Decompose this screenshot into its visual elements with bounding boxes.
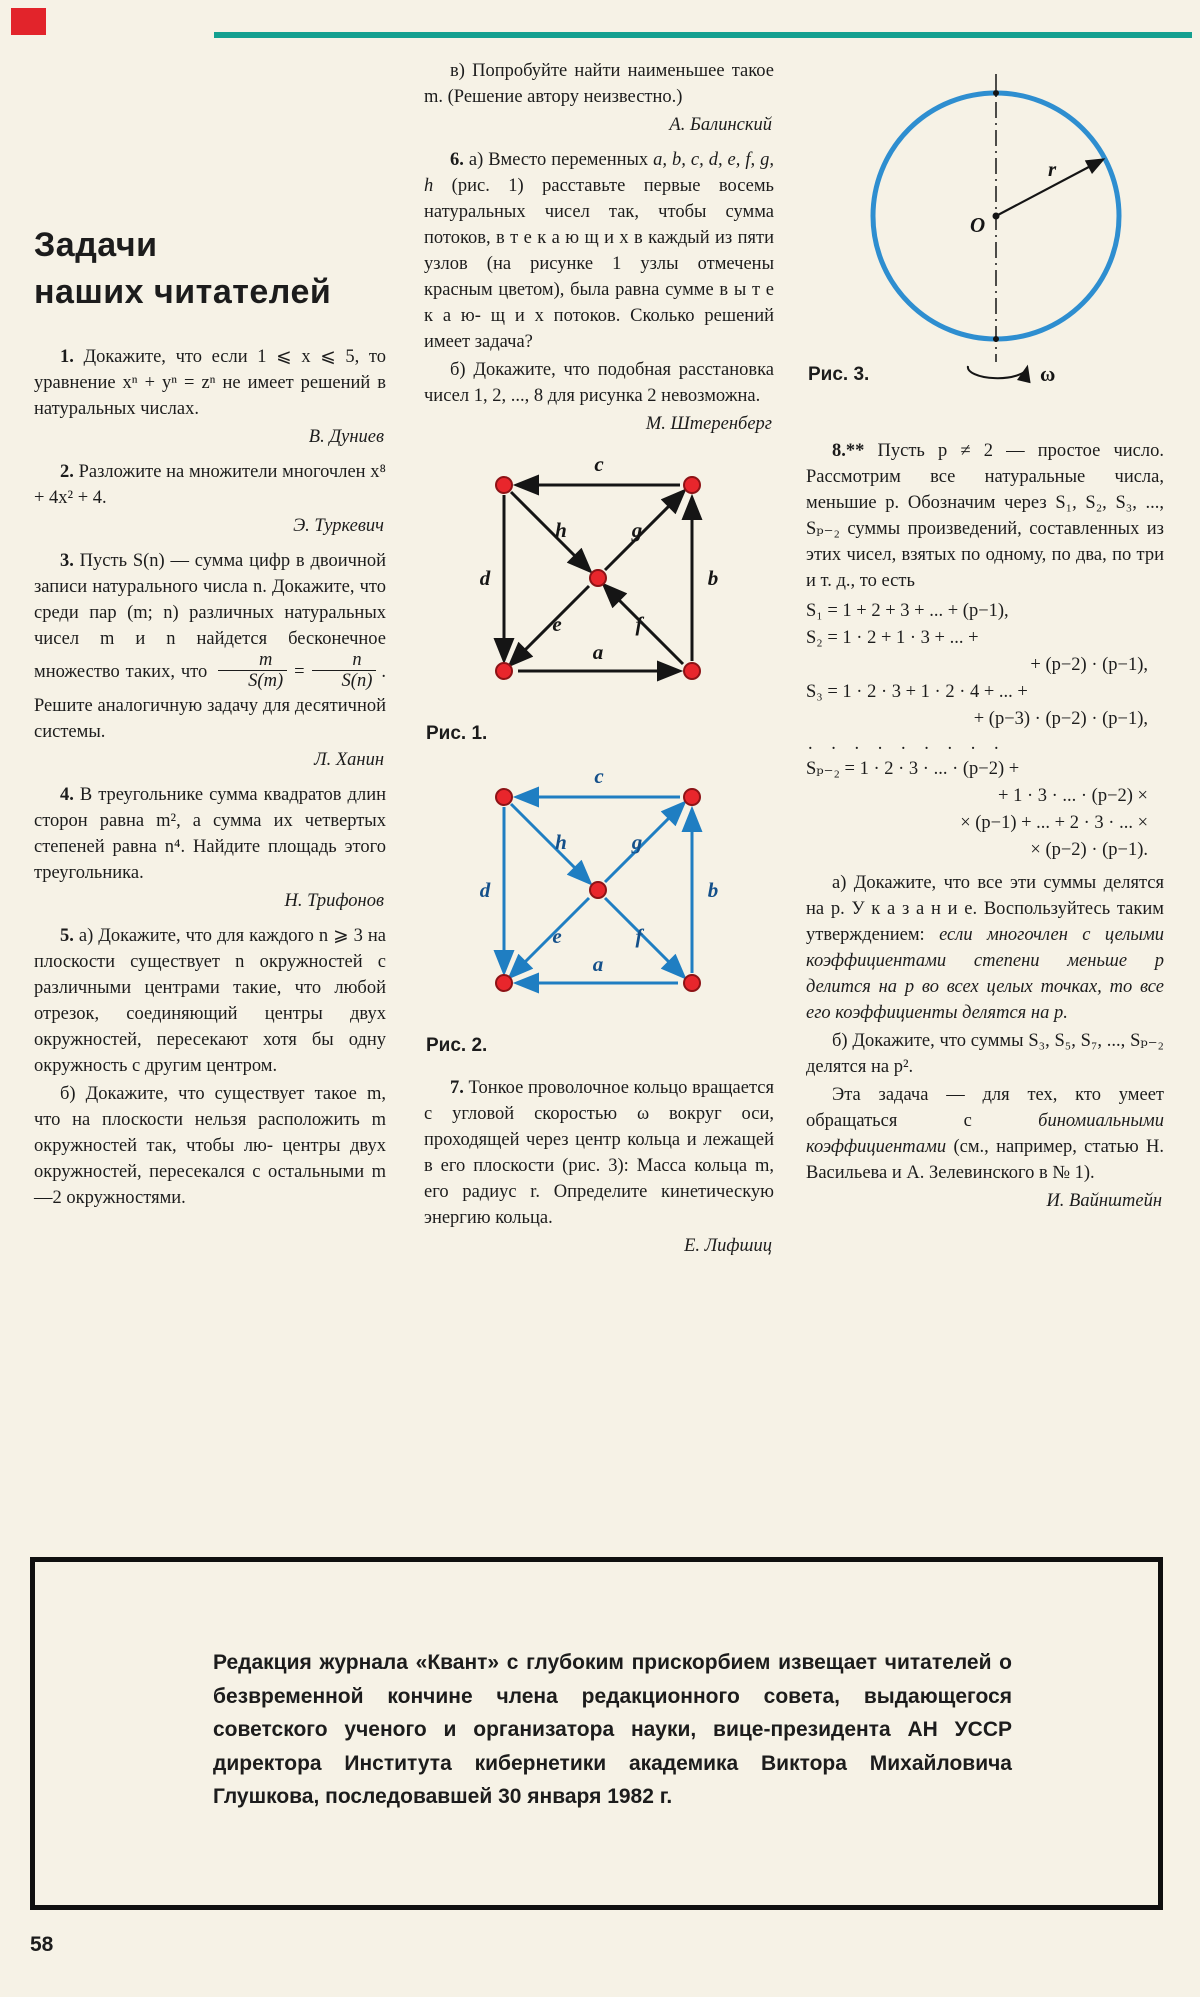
formula-sp2-line4: × (p−2) · (p−1). xyxy=(1030,840,1148,860)
figure2-label-b: b xyxy=(707,878,719,902)
equals-sign: = xyxy=(294,661,305,682)
obituary-text: Редакция журнала «Квант» с глубоким прискорбием извещает читателей о безвременной кончине члена редакционного совета, выдающегося советского ученого и организатора науки, вице-президента АН УССР директора Института кибернетики академика Виктора Михайловича Глушкова, последовавшей 30 января 1982 г. xyxy=(213,1651,1012,1808)
section-title-line1: Задачи xyxy=(34,226,158,264)
figure-2-graph xyxy=(424,763,772,1021)
figure2-label-d: d xyxy=(479,878,491,902)
figure2-label-c: c xyxy=(594,764,604,788)
problem-2-number: 2. xyxy=(60,462,74,482)
problem-1-author: В. Дуниев xyxy=(308,427,384,447)
figure1-node-bottom-left xyxy=(496,663,512,679)
problem-1-number: 1. xyxy=(60,347,74,367)
formula-s3-line2: + (p−3) · (p−2) · (p−1), xyxy=(973,709,1148,729)
fraction-m-over-sm xyxy=(218,650,287,691)
problem-4-text: В треугольнике сумма квадратов длин сторон равна m², а сумма их четвертых степеней равна n⁴. Найдите площадь этого треугольника. xyxy=(34,785,386,883)
problem-8-note-a: Эта задача — для тех, кто умеет обращаться с xyxy=(806,1085,1164,1131)
fraction-denominator: S(n) xyxy=(312,670,377,691)
fraction-numerator: m xyxy=(258,650,273,670)
figure2-node-top-right xyxy=(684,789,700,805)
figure-2-caption: Рис. 2. xyxy=(426,1035,488,1056)
figure1-node-top-left xyxy=(496,477,512,493)
figure-3-caption: Рис. 3. xyxy=(808,364,870,385)
formula-ellipsis-row: . . . . . . . . . xyxy=(808,734,1006,754)
figure-1-wrap xyxy=(424,451,774,747)
problem-3-text-a: Пусть S(n) — сумма цифр в двоичной записи натурального числа n. Докажите, что среди пар (m; n) различных натуральных чисел m и n найдется бесконечное множество таких, что xyxy=(34,551,386,682)
figure2-node-bottom-right xyxy=(684,975,700,991)
problem-3-author: Л. Ханин xyxy=(314,750,384,770)
problem-2-paragraph xyxy=(34,459,386,511)
problem-6a-text-a: а) Вместо переменных xyxy=(463,150,654,170)
problem-5b-text: б) Докажите, что существует такое m, что на плоскости нельзя расположить m окружностей так, чтобы лю- центры двух окружностей, пересекался с остальными m—2 окружностями. xyxy=(34,1084,386,1208)
problem-3-text-b: . Решите аналогичную задачу для десятичной системы. xyxy=(34,661,386,742)
right-column xyxy=(806,66,1164,1223)
page-number: 58 xyxy=(30,1933,54,1956)
problem-2-author: Э. Туркевич xyxy=(293,516,384,536)
problem-6b-text: б) Докажите, что подобная расстановка чисел 1, 2, ..., 8 для рисунка 2 невозможна. xyxy=(424,360,774,406)
problem-6a-paragraph xyxy=(424,147,774,355)
problem-5-author: А. Балинский xyxy=(669,115,772,135)
problem-5v-text: в) Попробуйте найти наименьшее такое m. (Решение автору неизвестно.) xyxy=(424,61,774,107)
figure1-label-b: b xyxy=(707,566,719,590)
problem-7-paragraph xyxy=(424,1075,774,1231)
problem-4-number: 4. xyxy=(60,785,74,805)
problem-3-number: 3. xyxy=(60,551,74,571)
figure1-node-center xyxy=(590,570,606,586)
fraction-n-over-sn xyxy=(312,650,377,691)
fraction-numerator: n xyxy=(352,650,362,670)
figure3-center-label: O xyxy=(970,213,986,237)
figure3-axis-bottom-dot xyxy=(993,336,999,342)
figure2-node-top-left xyxy=(496,789,512,805)
section-title-line2: наших читателей xyxy=(34,273,332,311)
problem-2-text: Разложите на множители многочлен x⁸ + 4x² + 4. xyxy=(34,462,386,508)
figure1-edge-e xyxy=(511,586,589,664)
formula-sp2-line1: Sₚ₋₂ = 1 · 2 · 3 · ... · (p−2) + xyxy=(806,759,1020,779)
formula-s3-line1: S₃ = 1 · 2 · 3 + 1 · 2 · 4 + ... + xyxy=(806,682,1028,702)
problem-8a-paragraph xyxy=(806,870,1164,1026)
problem-8b-text: б) Докажите, что суммы S₃, S₅, S₇, ..., Sₚ₋₂ делятся на p². xyxy=(806,1031,1164,1077)
problem-5b-paragraph xyxy=(34,1081,386,1211)
formula-s1: S₁ = 1 + 2 + 3 + ... + (p−1), xyxy=(806,601,1009,621)
figure3-omega-label: ω xyxy=(1040,362,1056,386)
figure-3-ring xyxy=(806,66,1164,396)
problem-8-number: 8.** xyxy=(832,441,865,461)
figure2-node-bottom-left xyxy=(496,975,512,991)
problem-7-number: 7. xyxy=(450,1078,464,1098)
masthead-teal-rule xyxy=(214,32,1192,38)
middle-column xyxy=(424,58,774,1268)
masthead-red-square xyxy=(11,8,46,35)
problem-8b-paragraph xyxy=(806,1028,1164,1080)
problem-8-author: И. Вайнштейн xyxy=(1046,1191,1162,1211)
problem-8-note-b: (см., например, статью Н. Васильева и А. Зелевинского в № 1). xyxy=(806,1137,1164,1183)
problem-8-intro-paragraph xyxy=(806,438,1164,594)
figure2-node-center xyxy=(590,882,606,898)
problem-6-variables: a, b, c, d, e, f, g, h xyxy=(424,150,774,196)
figure1-label-g: g xyxy=(631,518,643,542)
figure1-label-d: d xyxy=(479,566,491,590)
figure1-node-bottom-right xyxy=(684,663,700,679)
figure-1-graph xyxy=(424,451,772,709)
figure2-edge-e xyxy=(511,898,589,976)
problem-8-note-italic: биномиальными коэффициентами xyxy=(806,1111,1164,1157)
figure1-label-f: f xyxy=(635,612,643,636)
figure2-edge-g xyxy=(605,804,683,882)
figure2-label-e: e xyxy=(552,924,562,948)
problem-7-author: Е. Лифшиц xyxy=(684,1236,772,1256)
figure-1-caption: Рис. 1. xyxy=(426,723,488,744)
problem-8a-italic-statement: если многочлен с целыми коэффициентами степени меньше p делится на p во всех целых точках, то все его коэффициенты делятся на p. xyxy=(806,925,1164,1023)
problem-5a-text: а) Докажите, что для каждого n ⩾ 3 на плоскости существует n окружностей с различными центрами такие, что любой отрезок, соединяющий центры двух окружностей, пересекают хотя бы одну окружность с другим центром. xyxy=(34,926,386,1076)
figure-2-wrap xyxy=(424,763,774,1059)
problem-1-text: Докажите, что если 1 ⩽ x ⩽ 5, то уравнение xⁿ + yⁿ = zⁿ не имеет решений в натуральных числах. xyxy=(34,347,386,419)
section-title xyxy=(34,222,386,316)
left-column xyxy=(34,222,386,1213)
fraction-denominator: S(m) xyxy=(218,670,287,691)
problem-6-author: М. Штеренберг xyxy=(645,414,772,434)
figure1-edge-g xyxy=(605,492,683,570)
problem-6b-paragraph xyxy=(424,357,774,409)
obituary-box xyxy=(30,1557,1163,1910)
figure1-label-e: e xyxy=(552,612,562,636)
formula-sp2-line2: + 1 · 3 · ... · (p−2) × xyxy=(998,786,1148,806)
problem-6-number: 6. xyxy=(450,150,464,170)
problem-8-formulas xyxy=(806,598,1164,864)
figure2-label-g: g xyxy=(631,830,643,854)
formula-sp2-line3: × (p−1) + ... + 2 · 3 · ... × xyxy=(960,813,1148,833)
problem-8-intro-text: Пусть p ≠ 2 — простое число. Рассмотрим все натуральные числа, меньшие p. Обозначим через S₁, S₂, S₃, ..., Sₚ₋₂ суммы произведений, составленных из этих чисел, взятых по одному, по два, по три и т. д., то есть xyxy=(806,441,1164,591)
figure1-edge-h xyxy=(511,492,589,570)
problem-5-number: 5. xyxy=(60,926,74,946)
figure1-label-h: h xyxy=(555,518,567,542)
problem-8a-text: а) Докажите, что все эти суммы делятся на p. У к а з а н и е. Воспользуйтесь таким утверждением: xyxy=(806,873,1164,945)
figure1-label-a: a xyxy=(592,640,604,664)
problem-3-paragraph xyxy=(34,548,386,745)
problem-6a-text-b: (рис. 1) расставьте первые восемь натуральных чисел так, чтобы сумма потоков, в т е к а ю щ и х в каждый из пяти узлов (на рисунке 1 узлы отмечены красным цветом), была равна сумме в ы т е к а ю- щ и х потоков. Сколько решений имеет задача? xyxy=(424,176,774,352)
formula-s2-line2: + (p−2) · (p−1), xyxy=(1030,655,1148,675)
figure3-axis-top-dot xyxy=(993,90,999,96)
figure2-label-a: a xyxy=(592,952,604,976)
figure2-edge-f xyxy=(605,898,683,976)
problem-7-text: Тонкое проволочное кольцо вращается с угловой скоростью ω вокруг оси, проходящей через центр кольца и лежащей в его плоскости (рис. 3): Масса кольца m, его радиус r. Определите кинетическую энергию кольца. xyxy=(424,1078,774,1228)
figure1-edge-f xyxy=(605,586,683,664)
figure-3-wrap xyxy=(806,66,1164,404)
formula-s2-line1: S₂ = 1 · 2 + 1 · 3 + ... + xyxy=(806,628,979,648)
figure2-edge-h xyxy=(511,804,589,882)
figure1-label-c: c xyxy=(594,452,604,476)
problem-5v-paragraph xyxy=(424,58,774,110)
problem-4-paragraph xyxy=(34,782,386,886)
problem-5a-paragraph xyxy=(34,923,386,1079)
problem-1-paragraph xyxy=(34,344,386,422)
problem-8-note-paragraph xyxy=(806,1082,1164,1186)
figure3-radius-label: r xyxy=(1048,157,1057,181)
figure3-omega-arc xyxy=(968,366,1027,378)
figure2-label-h: h xyxy=(555,830,567,854)
figure2-label-f: f xyxy=(635,924,643,948)
problem-4-author: Н. Трифонов xyxy=(284,891,384,911)
figure1-node-top-right xyxy=(684,477,700,493)
